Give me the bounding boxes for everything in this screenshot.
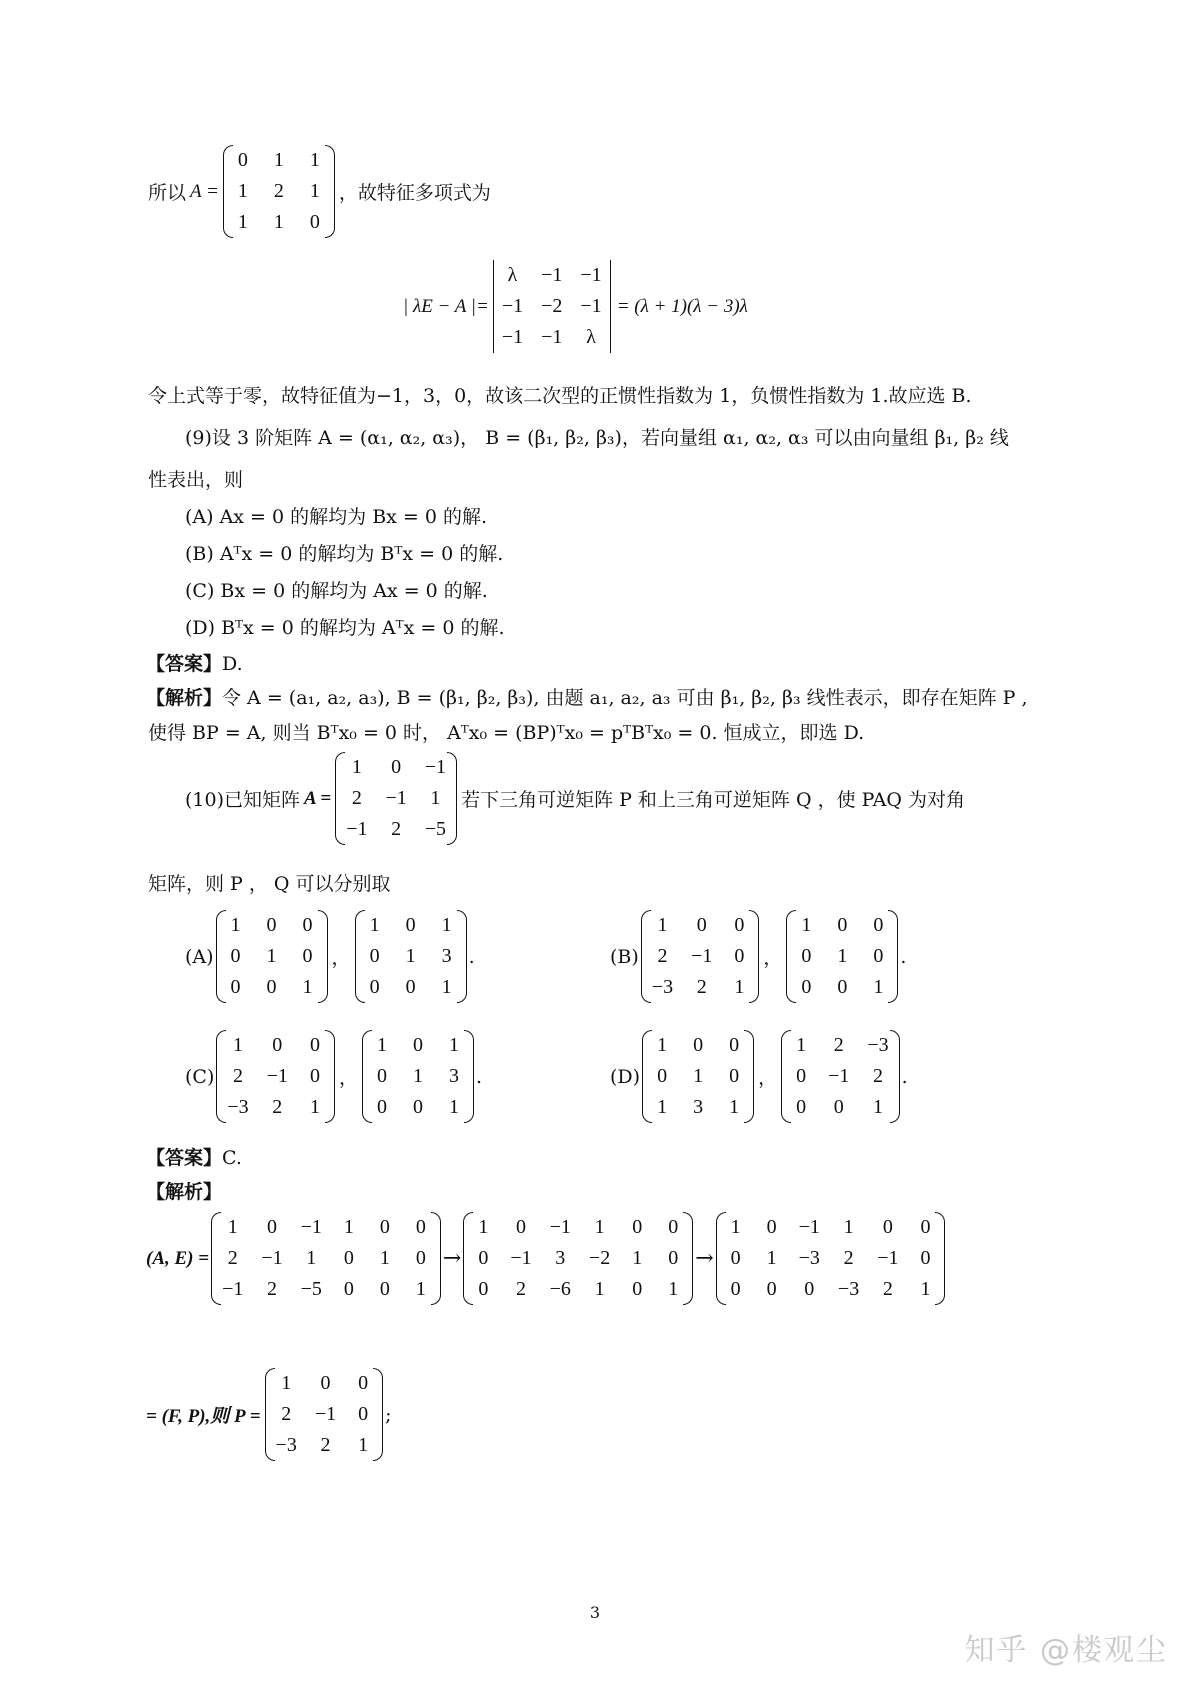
paren-right xyxy=(325,1030,335,1123)
paren-left xyxy=(335,752,345,845)
matrix-cell: 0 xyxy=(833,1096,844,1118)
matrix-cell: 0 xyxy=(379,1216,390,1238)
q10-option-d xyxy=(610,1030,908,1123)
matrix-cell: 2 xyxy=(696,976,707,998)
matrix-cell: 2 xyxy=(873,1065,883,1087)
option-d-Q xyxy=(783,1030,898,1123)
matrix-cell: 1 xyxy=(369,914,380,936)
matrix-cell: 0 xyxy=(379,1278,390,1300)
matrix-cell: 1 xyxy=(920,1278,931,1300)
matrix-cell: −1 xyxy=(510,1247,532,1269)
option-label: (B) xyxy=(610,945,639,968)
matrix-A xyxy=(225,145,333,238)
option-b-P xyxy=(643,910,758,1003)
matrix-cell: 1 xyxy=(376,1034,387,1056)
matrix-cell: −1 xyxy=(501,326,524,348)
paren-right xyxy=(431,1212,441,1305)
paren-left xyxy=(216,1030,226,1123)
matrix-cell: −1 xyxy=(385,787,407,809)
period: . xyxy=(900,945,907,968)
matrix-cell: 1 xyxy=(448,1034,459,1056)
matrix-cell: 0 xyxy=(804,1278,815,1300)
matrix-cell: 0 xyxy=(478,1278,489,1300)
paren-left xyxy=(642,1030,652,1123)
matrix-cell: 0 xyxy=(376,1065,387,1087)
augmented-matrix-1 xyxy=(213,1212,439,1305)
q10-prefix: (10)已知矩阵 xyxy=(185,789,301,811)
matrix-cell: −2 xyxy=(541,295,563,317)
paren-left xyxy=(786,910,796,1003)
matrix-cell: 2 xyxy=(882,1278,893,1300)
matrix-cell: 1 xyxy=(657,1096,668,1118)
paren-right xyxy=(749,910,759,1003)
matrix-A10 xyxy=(337,752,455,845)
matrix-cell: 0 xyxy=(478,1247,489,1269)
matrix-cell: 0 xyxy=(391,756,402,778)
matrix-cell: 1 xyxy=(734,976,745,998)
matrix-cell: 1 xyxy=(227,1216,238,1238)
solution-text: 令 A = (a₁, a₂, a₃), B = (β₁, β₂, β₃), 由题 a₁, a₂, a₃ 可由 β₁, β₂, β₃ 线性表示，即存在矩阵 P , xyxy=(222,687,1028,709)
comma: ， xyxy=(763,947,783,969)
matrix-cell: −3 xyxy=(837,1278,860,1300)
matrix-cell: 1 xyxy=(594,1216,605,1238)
matrix-cell: 3 xyxy=(441,945,452,967)
matrix-cell: 1 xyxy=(766,1247,777,1269)
matrix-cell: 0 xyxy=(801,945,812,967)
paren-right xyxy=(325,145,335,238)
paren-left xyxy=(641,910,651,1003)
answer-label: 【答案】 xyxy=(146,1147,223,1169)
augmented-matrix-2 xyxy=(465,1212,691,1305)
matrix-cell: 0 xyxy=(668,1216,679,1238)
answer-9 xyxy=(146,652,243,676)
matrix-cell: −1 xyxy=(501,295,524,317)
matrix-cell: −1 xyxy=(541,264,563,286)
result-P xyxy=(146,1368,392,1461)
matrix-cell: −3 xyxy=(651,976,674,998)
matrix-cell: 0 xyxy=(302,914,313,936)
matrix-cell: 1 xyxy=(237,180,248,202)
matrix-cell: 1 xyxy=(302,976,313,998)
matrix-cell: 0 xyxy=(730,1247,741,1269)
matrix-cell: 0 xyxy=(230,945,241,967)
question-9-line1: (9)设 3 阶矩阵 A = (α₁, α₂, α₃)， B = (β₁, β₂, β₃)，若向量组 α₁, α₂, α₃ 可以由向量组 β₁, β₂ 线 xyxy=(185,427,1009,449)
option-c-Q xyxy=(364,1030,472,1123)
q10-A-equals: A = xyxy=(304,787,332,809)
matrix-cell: −3 xyxy=(275,1434,297,1456)
matrix-cell: 0 xyxy=(766,1278,777,1300)
matrix-cell: 1 xyxy=(309,180,320,202)
matrix-cell: 1 xyxy=(281,1372,292,1394)
matrix-cell: 0 xyxy=(657,1065,668,1087)
matrix-cell: 0 xyxy=(412,1034,423,1056)
matrix-cell: 0 xyxy=(632,1278,643,1300)
matrix-cell: 0 xyxy=(516,1216,526,1238)
period: . xyxy=(901,1065,908,1088)
q10-option-b xyxy=(610,910,906,1003)
paren-left xyxy=(211,1212,221,1305)
matrix-cell: 0 xyxy=(920,1247,931,1269)
matrix-cell: 0 xyxy=(882,1216,893,1238)
matrix-cell: 0 xyxy=(320,1372,331,1394)
matrix-cell: −1 xyxy=(261,1247,283,1269)
matrix-cell: 1 xyxy=(415,1278,426,1300)
det-bar-left xyxy=(493,260,494,353)
matrix-cell: 1 xyxy=(873,1096,883,1118)
det-rhs: = (λ + 1)(λ − 3)λ xyxy=(616,295,748,317)
ae-lhs: (A, E) = xyxy=(146,1247,210,1269)
paren-right xyxy=(888,910,898,1003)
matrix-cell: 0 xyxy=(405,914,416,936)
matrix-cell: 0 xyxy=(302,945,313,967)
matrix-cell: −1 xyxy=(266,1065,288,1087)
paren-right xyxy=(744,1030,754,1123)
matrix-cell: −1 xyxy=(691,945,713,967)
matrix-cell: 0 xyxy=(632,1216,643,1238)
matrix-cell: 2 xyxy=(267,1278,277,1300)
matrix-cell: 1 xyxy=(266,945,277,967)
fp-lhs: = (F, P),则 P = xyxy=(146,1406,261,1427)
matrix-cell: 2 xyxy=(516,1278,526,1300)
matrix-cell: −1 xyxy=(424,756,447,778)
matrix-cell: 1 xyxy=(668,1278,679,1300)
q9-option-c: (C) Bx = 0 的解均为 Ax = 0 的解. xyxy=(185,580,488,602)
matrix-cell: 1 xyxy=(478,1216,489,1238)
matrix-cell: 0 xyxy=(267,1216,277,1238)
semicolon: ; xyxy=(385,1403,392,1426)
answer-10 xyxy=(146,1146,242,1170)
matrix-cell: 1 xyxy=(657,914,668,936)
paren-right xyxy=(373,1368,383,1461)
matrix-cell: 0 xyxy=(729,1065,740,1087)
matrix-cell: 1 xyxy=(309,149,320,171)
comma: ， xyxy=(758,1067,778,1089)
matrix-cell: −1 xyxy=(877,1247,899,1269)
paren-left xyxy=(463,1212,473,1305)
q10-option-c xyxy=(185,1030,482,1123)
q9-option-a: (A) Ax = 0 的解均为 Bx = 0 的解. xyxy=(185,506,488,528)
matrix-cell: 3 xyxy=(693,1096,704,1118)
option-b-Q xyxy=(788,910,896,1003)
matrix-cell: 0 xyxy=(837,976,848,998)
matrix-cell: 0 xyxy=(873,914,884,936)
matrix-cell: 3 xyxy=(555,1247,566,1269)
period: . xyxy=(475,1065,482,1088)
A-equals: A = xyxy=(190,180,219,202)
statement-matrix-A xyxy=(148,145,491,238)
paren-left xyxy=(223,145,233,238)
answer-label: 【答案】 xyxy=(146,653,223,675)
matrix-cell: 0 xyxy=(309,1065,320,1087)
q9-option-b: (B) Aᵀx = 0 的解均为 Bᵀx = 0 的解. xyxy=(185,543,504,565)
q10-suffix: 若下三角可逆矩阵 P 和上三角可逆矩阵 Q ，使 PAQ 为对角 xyxy=(461,789,965,811)
matrix-cell: 0 xyxy=(266,914,277,936)
matrix-cell: 0 xyxy=(766,1216,777,1238)
matrix-cell: λ xyxy=(586,326,596,348)
matrix-cell: 0 xyxy=(796,1096,807,1118)
matrix-cell: 2 xyxy=(281,1403,292,1425)
arrow-icon: → xyxy=(695,1246,714,1271)
matrix-cell: λ xyxy=(507,264,518,286)
matrix-cell: 0 xyxy=(376,1096,387,1118)
matrix-cell: 0 xyxy=(272,1034,283,1056)
paren-right xyxy=(447,752,457,845)
matrix-cell: 0 xyxy=(693,1034,704,1056)
matrix-cell: 0 xyxy=(696,914,707,936)
matrix-cell: 0 xyxy=(796,1065,807,1087)
matrix-cell: 0 xyxy=(801,976,812,998)
matrix-cell: 0 xyxy=(837,914,848,936)
matrix-cell: 1 xyxy=(358,1434,369,1456)
matrix-cell: 1 xyxy=(309,1096,320,1118)
text-suffix: ，故特征多项式为 xyxy=(338,182,491,204)
matrix-cell: 1 xyxy=(657,1034,668,1056)
solution-10-label xyxy=(146,1180,222,1204)
paren-left xyxy=(216,910,226,1003)
matrix-cell: 1 xyxy=(273,149,284,171)
page-number: 3 xyxy=(589,1603,601,1622)
text-prefix: 所以 xyxy=(148,182,187,204)
matrix-cell: 1 xyxy=(448,1096,459,1118)
paren-right xyxy=(935,1212,945,1305)
matrix-cell: 0 xyxy=(369,945,380,967)
matrix-cell: 1 xyxy=(594,1278,605,1300)
row-reduction xyxy=(146,1212,943,1305)
paren-left xyxy=(355,910,365,1003)
question-10-line2: 矩阵，则 P ， Q 可以分别取 xyxy=(148,873,391,895)
matrix-cell: 1 xyxy=(237,211,248,233)
paren-left xyxy=(716,1212,726,1305)
matrix-cell: 0 xyxy=(237,149,248,171)
period: . xyxy=(468,945,475,968)
det-lhs: | λE − A |= xyxy=(403,295,489,317)
matrix-cell: −1 xyxy=(300,1216,322,1238)
paren-right xyxy=(890,1030,900,1123)
matrix-cell: 1 xyxy=(430,787,441,809)
matrix-cell: 3 xyxy=(448,1065,459,1087)
matrix-cell: −5 xyxy=(300,1278,322,1300)
matrix-cell: 2 xyxy=(391,818,402,840)
matrix-cell: 2 xyxy=(273,180,284,202)
matrix-cell: −1 xyxy=(541,326,563,348)
matrix-cell: 0 xyxy=(668,1247,679,1269)
determinant xyxy=(493,260,611,353)
comma: ， xyxy=(331,947,351,969)
option-label: (D) xyxy=(610,1065,641,1088)
matrix-cell: 1 xyxy=(273,211,284,233)
option-a-Q xyxy=(357,910,465,1003)
matrix-cell: 0 xyxy=(729,1034,740,1056)
matrix-cell: −1 xyxy=(549,1216,571,1238)
watermark: 知乎 @楼观尘 xyxy=(964,1633,1168,1668)
matrix-cell: 2 xyxy=(657,945,668,967)
matrix-cell: 1 xyxy=(412,1065,423,1087)
matrix-cell: 1 xyxy=(632,1247,643,1269)
matrix-cell: 1 xyxy=(441,976,452,998)
matrix-cell: 0 xyxy=(230,976,241,998)
paren-left xyxy=(265,1368,275,1461)
matrix-cell: 0 xyxy=(415,1216,426,1238)
matrix-cell: 1 xyxy=(351,756,362,778)
matrix-cell: 1 xyxy=(306,1247,317,1269)
matrix-cell: 1 xyxy=(441,914,452,936)
matrix-cell: −6 xyxy=(549,1278,571,1300)
paren-left xyxy=(362,1030,372,1123)
matrix-cell: 1 xyxy=(837,945,848,967)
matrix-cell: 0 xyxy=(309,1034,320,1056)
paren-right xyxy=(464,1030,474,1123)
paren-left xyxy=(781,1030,791,1123)
matrix-cell: 0 xyxy=(412,1096,423,1118)
matrix-cell: −3 xyxy=(227,1096,249,1118)
matrix-cell: 1 xyxy=(843,1216,854,1238)
matrix-cell: 0 xyxy=(920,1216,931,1238)
matrix-cell: 0 xyxy=(358,1372,369,1394)
solution-9-line2: 使得 BP = A, 则当 Bᵀx₀ = 0 时， Aᵀx₀ = (BP)ᵀx₀ = pᵀBᵀx₀ = 0. 恒成立，即选 D. xyxy=(148,722,865,744)
matrix-cell: 1 xyxy=(379,1247,390,1269)
matrix-cell: −1 xyxy=(314,1403,337,1425)
matrix-cell: −1 xyxy=(346,818,368,840)
augmented-matrix-3 xyxy=(718,1212,944,1305)
matrix-cell: −1 xyxy=(798,1216,820,1238)
option-c-P xyxy=(218,1030,333,1123)
matrix-cell: 2 xyxy=(272,1096,283,1118)
q9-option-d: (D) Bᵀx = 0 的解均为 Aᵀx = 0 的解. xyxy=(185,617,505,639)
matrix-cell: 1 xyxy=(693,1065,704,1087)
matrix-cell: −1 xyxy=(222,1278,244,1300)
characteristic-polynomial xyxy=(403,260,748,353)
eigenvalue-conclusion: 令上式等于零，故特征值为−1，3，0，故该二次型的正惯性指数为 1，负惯性指数为 1.故应选 B. xyxy=(148,385,972,407)
question-9-line2: 性表出，则 xyxy=(148,469,244,491)
det-bar-right xyxy=(610,260,611,353)
matrix-cell: 0 xyxy=(734,945,745,967)
matrix-cell: −1 xyxy=(828,1065,850,1087)
matrix-cell: 2 xyxy=(320,1434,331,1456)
option-label: (C) xyxy=(185,1065,215,1088)
matrix-cell: 2 xyxy=(833,1034,844,1056)
matrix-cell: 1 xyxy=(405,945,416,967)
paren-right xyxy=(318,910,328,1003)
question-10 xyxy=(185,752,965,845)
matrix-cell: 0 xyxy=(343,1278,354,1300)
matrix-cell: 0 xyxy=(873,945,884,967)
matrix-cell: 0 xyxy=(730,1278,741,1300)
matrix-cell: 0 xyxy=(309,211,320,233)
matrix-cell: −1 xyxy=(580,264,602,286)
option-label: (A) xyxy=(185,945,214,968)
option-a-P xyxy=(218,910,326,1003)
solution-label: 【解析】 xyxy=(146,687,223,709)
matrix-cell: 0 xyxy=(734,914,745,936)
matrix-cell: 1 xyxy=(730,1216,741,1238)
matrix-cell: 1 xyxy=(343,1216,354,1238)
matrix-cell: 2 xyxy=(843,1247,854,1269)
paren-right xyxy=(457,910,467,1003)
matrix-cell: −5 xyxy=(424,818,447,840)
paren-right xyxy=(683,1212,693,1305)
matrix-cell: 2 xyxy=(233,1065,244,1087)
arrow-icon: → xyxy=(442,1246,462,1271)
matrix-cell: 0 xyxy=(415,1247,426,1269)
solution-label: 【解析】 xyxy=(146,1181,223,1203)
matrix-cell: −1 xyxy=(580,295,602,317)
matrix-cell: 2 xyxy=(227,1247,238,1269)
matrix-cell: 2 xyxy=(351,787,362,809)
matrix-cell: −2 xyxy=(588,1247,611,1269)
option-d-P xyxy=(644,1030,752,1123)
matrix-cell: 0 xyxy=(369,976,380,998)
matrix-cell: 1 xyxy=(796,1034,807,1056)
matrix-cell: 1 xyxy=(801,914,812,936)
matrix-cell: 0 xyxy=(358,1403,369,1425)
answer-value: C. xyxy=(222,1147,242,1169)
answer-value: D. xyxy=(222,653,243,675)
matrix-cell: 1 xyxy=(873,976,884,998)
matrix-cell: 1 xyxy=(230,914,241,936)
matrix-cell: 0 xyxy=(405,976,416,998)
matrix-cell: −3 xyxy=(798,1247,820,1269)
matrix-cell: 1 xyxy=(729,1096,740,1118)
solution-9-line1 xyxy=(146,686,1028,710)
matrix-cell: 0 xyxy=(266,976,277,998)
q10-option-a xyxy=(185,910,475,1003)
matrix-cell: −3 xyxy=(867,1034,889,1056)
comma: ， xyxy=(338,1067,358,1089)
matrix-cell: 1 xyxy=(233,1034,244,1056)
matrix-P xyxy=(267,1368,382,1461)
matrix-cell: 0 xyxy=(343,1247,354,1269)
